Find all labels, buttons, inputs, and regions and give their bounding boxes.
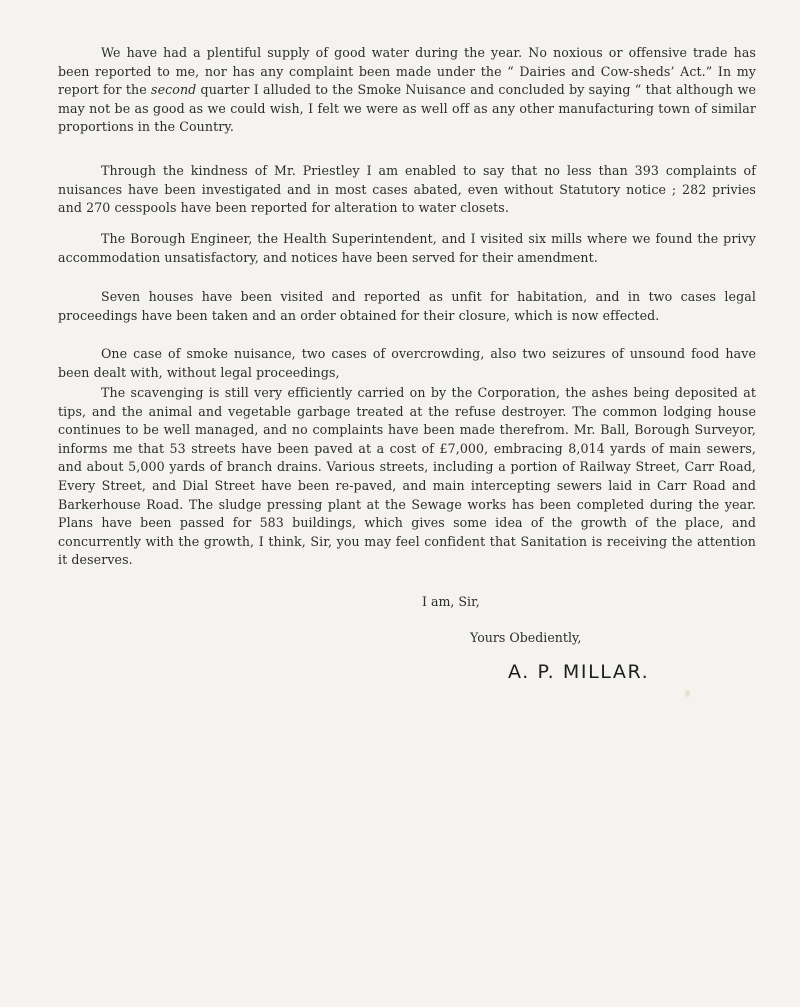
- salutation: I am, Sir,: [422, 594, 480, 609]
- paragraph-complaints: [58, 162, 756, 218]
- paragraph-text: Seven houses have been visited and reported as unfit for habitation, and in two cases legal proceedings have been taken and an order obtained for their closure, which is now effected.: [58, 289, 756, 323]
- paragraph-nuisances: [58, 345, 756, 382]
- paragraph-unfit-houses: [58, 288, 756, 325]
- complimentary-close: Yours Obediently,: [470, 630, 582, 645]
- paragraph-text: Through the kindness of Mr. Priestley I am enabled to say that no less than 393 complaints of nuisances have been investigated and in most cases abated, even without Statutory notice ; 282 privies and 270 cesspools have been reported for alteration to water closets.: [58, 163, 756, 216]
- paragraph-scavenging: [58, 384, 756, 570]
- paper-speck: [685, 690, 690, 697]
- paragraph-text: One case of smoke nuisance, two cases of overcrowding, also two seizures of unsound food have been dealt with, without legal proceedings,: [58, 346, 756, 380]
- paragraph-text: The scavenging is still very efficiently carried on by the Corporation, the ashes being deposited at tips, and the animal and vegetable garbage treated at the refuse destroyer. The common lodging house continues to be well managed, and no complaints have been made therefrom. Mr. Ball, Borough Surveyor, informs me that 53 streets have been paved at a cost of £7,000, embracing 8,014 yards of main sewers, and about 5,000 yards of branch drains. Various streets, including a portion of Railway Street, Carr Road, Every Street, and Dial Street have been re-paved, and main intercepting sewers laid in Carr Road and Barkerhouse Road. The sludge pressing plant at the Sewage works has been completed during the year. Plans have been passed for 583 buildings, which gives some idea of the growth of the place, and concurrently with the growth, I think, Sir, you may feel confident that Sanitation is receiving the attention it deserves.: [58, 385, 756, 568]
- paragraph-text: The Borough Engineer, the Health Superintendent, and I visited six mills where we found the privy accommodation unsatisfactory, and notices have been served for their amendment.: [58, 231, 756, 265]
- paragraph-text: We have had a plentiful supply of good water during the year. No noxious or offensive trade has been reported to me, nor has any complaint been made under the “ Dairies and Cow-sheds’ Act.” In my report for the: [58, 45, 756, 98]
- paragraph-water-supply: [58, 44, 756, 137]
- emphasized-word: second: [151, 82, 197, 98]
- paragraph-text-continued: quarter I alluded to the Smoke Nuisance and concluded by saying “ that although we may not be as good as we could wish, I felt we were as well off as any other manufacturing town of similar proportions in the Country.: [58, 82, 756, 135]
- paragraph-mills: [58, 230, 756, 267]
- signature: A. P. MILLAR.: [508, 661, 650, 683]
